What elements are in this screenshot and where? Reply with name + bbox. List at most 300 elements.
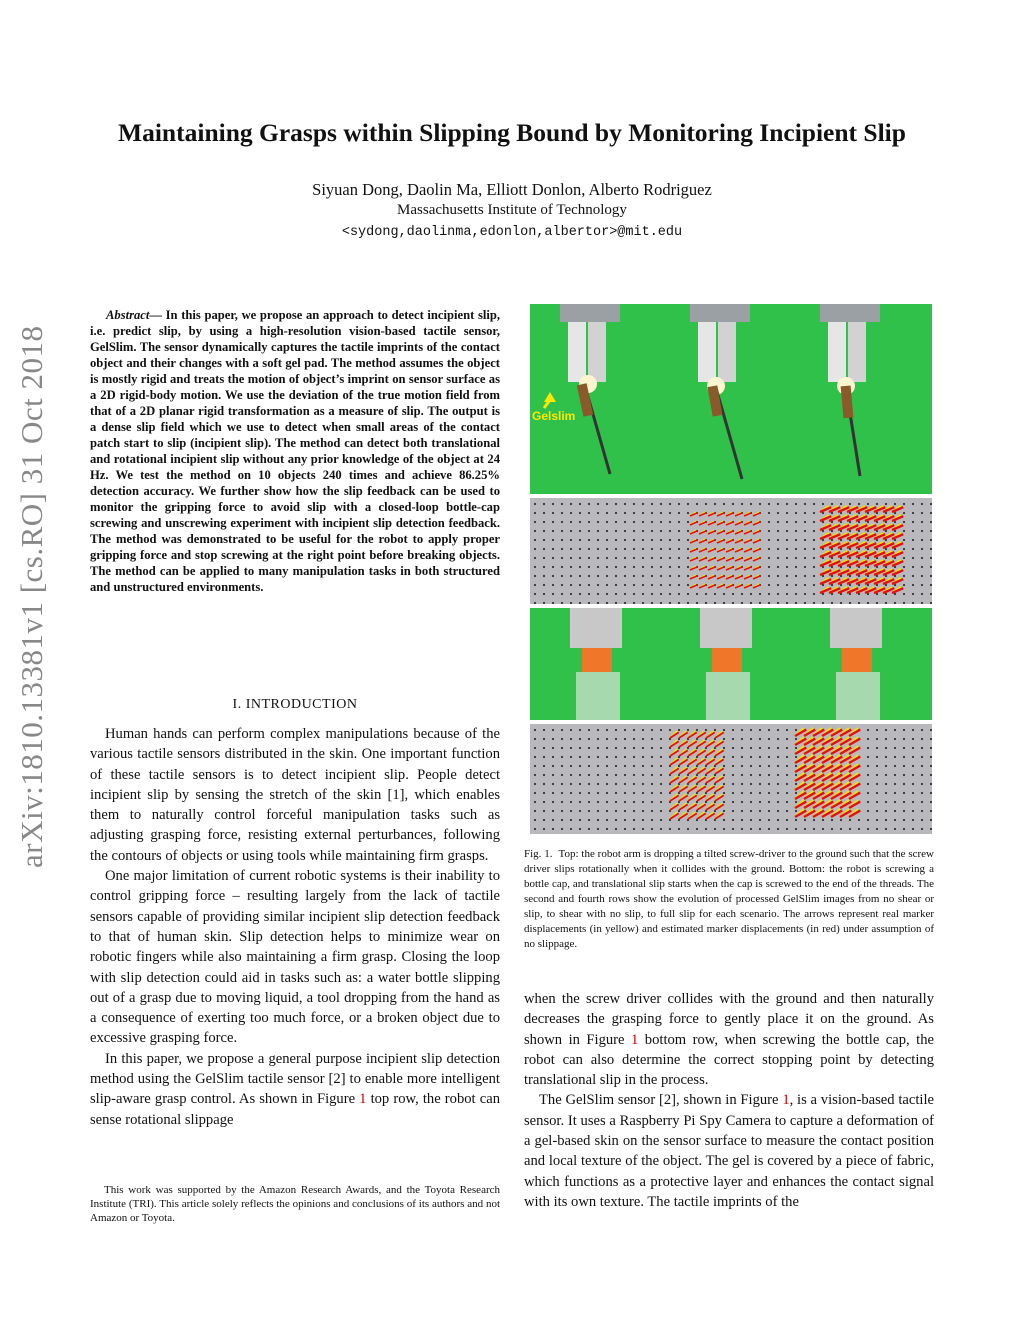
marker-dot [930, 774, 932, 776]
marker-dot [912, 521, 914, 523]
intro-paragraph-1: Human hands can perform complex manipulations because of the various tactile sensors distributed in the skin. One important function of these tactile sensors is to detect incipient slip. People detect incipient slip by sensing the stretch of the skin [1], which enables them to naturally control forceful manipulation tasks such as adjusting grasping force, resisting external perturbances, following the contours of objects or using tools while maintaining firm grasps. [90, 726, 500, 864]
figure-ref-link[interactable]: 1 [359, 1091, 367, 1108]
marker-dot [579, 810, 581, 812]
marker-dot [750, 810, 752, 812]
marker-dot [849, 602, 851, 604]
marker-dot [642, 530, 644, 532]
marker-dot [867, 783, 869, 785]
marker-dot [768, 539, 770, 541]
marker-dot [624, 756, 626, 758]
marker-dot [615, 521, 617, 523]
marker-dot [552, 792, 554, 794]
marker-dot [867, 729, 869, 731]
marker-dot [642, 756, 644, 758]
marker-dot [633, 747, 635, 749]
marker-dot [894, 747, 896, 749]
marker-dot [930, 566, 932, 568]
marker-dot [651, 783, 653, 785]
marker-dot [894, 774, 896, 776]
marker-dot [786, 774, 788, 776]
marker-dot [552, 512, 554, 514]
marker-dot [552, 783, 554, 785]
marker-dot [876, 819, 878, 821]
marker-dot [876, 756, 878, 758]
marker-dot [597, 503, 599, 505]
marker-dot [777, 738, 779, 740]
marker-dot [921, 530, 923, 532]
marker-dot [867, 810, 869, 812]
marker-dot [543, 729, 545, 731]
marker-dot [795, 530, 797, 532]
marker-dot [570, 801, 572, 803]
marker-dot [561, 729, 563, 731]
marker-dot [597, 729, 599, 731]
marker-dot [597, 828, 599, 830]
marker-dot [624, 548, 626, 550]
marker-dot [687, 602, 689, 604]
marker-dot [543, 810, 545, 812]
marker-dot [687, 584, 689, 586]
figure-ref-link[interactable]: 1 [631, 1031, 639, 1048]
marker-dot [921, 548, 923, 550]
marker-dot [894, 828, 896, 830]
marker-dot [777, 756, 779, 758]
marker-dot [597, 584, 599, 586]
marker-dot [552, 747, 554, 749]
marker-dot [912, 548, 914, 550]
marker-dot [597, 566, 599, 568]
marker-dot [750, 602, 752, 604]
marker-dot [579, 557, 581, 559]
marker-dot [903, 729, 905, 731]
marker-dot [606, 792, 608, 794]
marker-dot [930, 765, 932, 767]
marker-dot [777, 521, 779, 523]
marker-dot [597, 738, 599, 740]
marker-dot [723, 801, 725, 803]
marker-dot [813, 548, 815, 550]
marker-dot [732, 765, 734, 767]
marker-dot [759, 738, 761, 740]
marker-dot [552, 530, 554, 532]
marker-dot [597, 593, 599, 595]
marker-dot [561, 584, 563, 586]
marker-dot [606, 602, 608, 604]
marker-dot [552, 584, 554, 586]
marker-dot [921, 566, 923, 568]
marker-dot [534, 783, 536, 785]
marker-dot [615, 530, 617, 532]
marker-dot [903, 593, 905, 595]
marker-dot [615, 765, 617, 767]
marker-dot [660, 747, 662, 749]
marker-dot [777, 566, 779, 568]
marker-dot [588, 756, 590, 758]
marker-dot [786, 819, 788, 821]
marker-dot [921, 729, 923, 731]
marker-dot [543, 747, 545, 749]
marker-dot [786, 792, 788, 794]
marker-dot [912, 765, 914, 767]
screwdriver-photo-row [530, 304, 932, 494]
marker-dot [912, 566, 914, 568]
marker-dot [696, 602, 698, 604]
marker-dot [921, 539, 923, 541]
marker-field-2 [530, 724, 932, 834]
marker-dot [660, 530, 662, 532]
figure-1 [530, 304, 932, 834]
marker-dot [570, 566, 572, 568]
marker-dot [588, 503, 590, 505]
figure-ref-link[interactable]: 1 [782, 1092, 790, 1109]
marker-dot [597, 756, 599, 758]
marker-dot [813, 828, 815, 830]
marker-dot [759, 810, 761, 812]
marker-dot [795, 738, 797, 740]
marker-dot [678, 539, 680, 541]
marker-dot [552, 539, 554, 541]
marker-dot [588, 521, 590, 523]
marker-dot [885, 503, 887, 505]
marker-dot [930, 729, 932, 731]
marker-dot [741, 774, 743, 776]
marker-dot [552, 593, 554, 595]
marker-dot [660, 593, 662, 595]
marker-dot [876, 783, 878, 785]
marker-dot [678, 729, 680, 731]
marker-dot [651, 575, 653, 577]
marker-dot [723, 738, 725, 740]
marker-dot [597, 539, 599, 541]
marker-dot [606, 810, 608, 812]
marker-dot [867, 738, 869, 740]
marker-dot [687, 557, 689, 559]
marker-dot [921, 819, 923, 821]
marker-dot [813, 819, 815, 821]
marker-dot [651, 792, 653, 794]
marker-dot [723, 774, 725, 776]
marker-dot [903, 747, 905, 749]
marker-dot [768, 810, 770, 812]
marker-dot [615, 828, 617, 830]
marker-dot [633, 765, 635, 767]
marker-dot [642, 774, 644, 776]
marker-dot [732, 756, 734, 758]
marker-dot [651, 557, 653, 559]
marker-dot [696, 729, 698, 731]
marker-dot [579, 729, 581, 731]
marker-dot [813, 539, 815, 541]
marker-dot [561, 819, 563, 821]
marker-dot [912, 756, 914, 758]
marker-dot [867, 765, 869, 767]
marker-dot [912, 503, 914, 505]
marker-dot [570, 512, 572, 514]
marker-dot [660, 539, 662, 541]
marker-dot [867, 747, 869, 749]
marker-dot [570, 765, 572, 767]
marker-dot [642, 557, 644, 559]
marker-dot [786, 539, 788, 541]
marker-dot [579, 602, 581, 604]
marker-dot [561, 602, 563, 604]
marker-dot [912, 792, 914, 794]
marker-dot [624, 503, 626, 505]
marker-dot [642, 729, 644, 731]
marker-dot [885, 729, 887, 731]
marker-dot [903, 602, 905, 604]
marker-dot [660, 584, 662, 586]
marker-dot [570, 557, 572, 559]
marker-dot [813, 530, 815, 532]
marker-dot [768, 530, 770, 532]
marker-dot [660, 819, 662, 821]
marker-dot [759, 792, 761, 794]
bottle-frame-1 [570, 608, 622, 720]
marker-dot [588, 539, 590, 541]
marker-dot [714, 602, 716, 604]
marker-dot [597, 765, 599, 767]
marker-dot [813, 593, 815, 595]
marker-dot [651, 530, 653, 532]
marker-dot [606, 747, 608, 749]
marker-dot [903, 792, 905, 794]
marker-dot [552, 828, 554, 830]
marker-dot [930, 756, 932, 758]
marker-dot [867, 602, 869, 604]
marker-dot [570, 575, 572, 577]
marker-dot [624, 521, 626, 523]
marker-dot [660, 602, 662, 604]
marker-dot [930, 575, 932, 577]
marker-dot [768, 738, 770, 740]
marker-dot [903, 557, 905, 559]
marker-dot [732, 729, 734, 731]
marker-dot [894, 756, 896, 758]
marker-dot [903, 566, 905, 568]
marker-dot [543, 566, 545, 568]
marker-dot [615, 819, 617, 821]
marker-dot [750, 828, 752, 830]
marker-dot [678, 503, 680, 505]
marker-dot [741, 593, 743, 595]
marker-dot [651, 584, 653, 586]
marker-dot [786, 521, 788, 523]
marker-dot [534, 602, 536, 604]
marker-dot [534, 521, 536, 523]
marker-dot [633, 792, 635, 794]
marker-dot [876, 810, 878, 812]
marker-dot [903, 783, 905, 785]
marker-dot [885, 819, 887, 821]
marker-dot [588, 774, 590, 776]
marker-dot [741, 756, 743, 758]
marker-dot [669, 539, 671, 541]
marker-dot [759, 602, 761, 604]
marker-dot [651, 774, 653, 776]
marker-dot [903, 810, 905, 812]
marker-dot [561, 828, 563, 830]
marker-dot [894, 729, 896, 731]
marker-dot [606, 783, 608, 785]
marker-dot [552, 566, 554, 568]
marker-dot [588, 602, 590, 604]
marker-dot [561, 756, 563, 758]
marker-dot [795, 593, 797, 595]
marker-dot [561, 557, 563, 559]
marker-dot [840, 819, 842, 821]
marker-dot [759, 783, 761, 785]
marker-dot [768, 774, 770, 776]
marker-dot [912, 738, 914, 740]
marker-dot [588, 792, 590, 794]
marker-dot [795, 774, 797, 776]
marker-dot [903, 819, 905, 821]
marker-dot [786, 503, 788, 505]
marker-dot [903, 539, 905, 541]
marker-dot [606, 756, 608, 758]
marker-dot [633, 783, 635, 785]
marker-dot [642, 593, 644, 595]
marker-dot [921, 738, 923, 740]
marker-dot [903, 738, 905, 740]
marker-dot [678, 575, 680, 577]
marker-dot [561, 747, 563, 749]
marker-dot [786, 548, 788, 550]
marker-dot [615, 566, 617, 568]
email: <sydong,daolinma,edonlon,albertor>@mit.edu [341, 225, 683, 240]
marker-dot [786, 557, 788, 559]
marker-dot [912, 602, 914, 604]
marker-dot [651, 539, 653, 541]
marker-dot [552, 756, 554, 758]
marker-dot [804, 819, 806, 821]
marker-dot [768, 765, 770, 767]
marker-dot [678, 548, 680, 550]
marker-dot [534, 503, 536, 505]
marker-dot [660, 765, 662, 767]
marker-dot [570, 774, 572, 776]
marker-dot [768, 756, 770, 758]
marker-dot [777, 819, 779, 821]
marker-dot [885, 792, 887, 794]
marker-dot [912, 593, 914, 595]
marker-dot [642, 548, 644, 550]
marker-dot [912, 810, 914, 812]
bottle-frame-3 [830, 608, 882, 720]
marker-dot [768, 783, 770, 785]
marker-dot [705, 828, 707, 830]
marker-dot [741, 819, 743, 821]
marker-dot [903, 548, 905, 550]
marker-dot [651, 810, 653, 812]
marker-dot [723, 756, 725, 758]
marker-dot [786, 512, 788, 514]
marker-dot [732, 792, 734, 794]
marker-dot [885, 801, 887, 803]
marker-dot [930, 530, 932, 532]
marker-dot [669, 512, 671, 514]
marker-dot [912, 774, 914, 776]
marker-dot [633, 801, 635, 803]
marker-dot [804, 566, 806, 568]
marker-dot [921, 575, 923, 577]
marker-dot [588, 828, 590, 830]
marker-dot [588, 512, 590, 514]
marker-dot [768, 557, 770, 559]
marker-dot [624, 792, 626, 794]
marker-dot [642, 765, 644, 767]
marker-dot [606, 575, 608, 577]
marker-dot [543, 521, 545, 523]
marker-dot [759, 593, 761, 595]
marker-dot [570, 756, 572, 758]
marker-dot [606, 521, 608, 523]
marker-dot [867, 828, 869, 830]
marker-dot [624, 566, 626, 568]
marker-dot [921, 828, 923, 830]
marker-dot [723, 729, 725, 731]
marker-dot [615, 738, 617, 740]
marker-dot [912, 729, 914, 731]
marker-dot [912, 819, 914, 821]
marker-dot [615, 756, 617, 758]
marker-dot [642, 566, 644, 568]
marker-dot [588, 530, 590, 532]
marker-dot [588, 729, 590, 731]
marker-dot [543, 783, 545, 785]
marker-dot [561, 566, 563, 568]
marker-dot [651, 828, 653, 830]
section-heading: I. INTRODUCTION [232, 697, 358, 712]
marker-dot [543, 548, 545, 550]
figure-caption [524, 847, 934, 952]
marker-dot [768, 512, 770, 514]
marker-dot [885, 756, 887, 758]
marker-dot [723, 828, 725, 830]
marker-dot [534, 774, 536, 776]
caption-label: Fig. 1. [524, 848, 553, 860]
marker-dot [588, 765, 590, 767]
marker-dot [903, 828, 905, 830]
marker-dot [795, 792, 797, 794]
marker-dot [669, 548, 671, 550]
marker-dot [930, 810, 932, 812]
marker-dot [633, 819, 635, 821]
marker-dot [597, 747, 599, 749]
marker-dot [822, 602, 824, 604]
affiliation: Massachusetts Institute of Technology [397, 202, 627, 218]
marker-dot [777, 539, 779, 541]
screwdriver-photos [530, 304, 932, 494]
marker-dot [669, 828, 671, 830]
marker-dot [777, 557, 779, 559]
marker-dot [633, 521, 635, 523]
marker-dot [876, 738, 878, 740]
marker-dot [678, 530, 680, 532]
marker-dot [912, 783, 914, 785]
marker-dot [885, 828, 887, 830]
marker-dot [930, 747, 932, 749]
marker-dot [633, 602, 635, 604]
marker-dot [723, 819, 725, 821]
marker-dot [606, 819, 608, 821]
marker-dot [669, 530, 671, 532]
marker-dot [786, 729, 788, 731]
marker-dot [534, 575, 536, 577]
marker-dot [921, 512, 923, 514]
marker-dot [849, 819, 851, 821]
